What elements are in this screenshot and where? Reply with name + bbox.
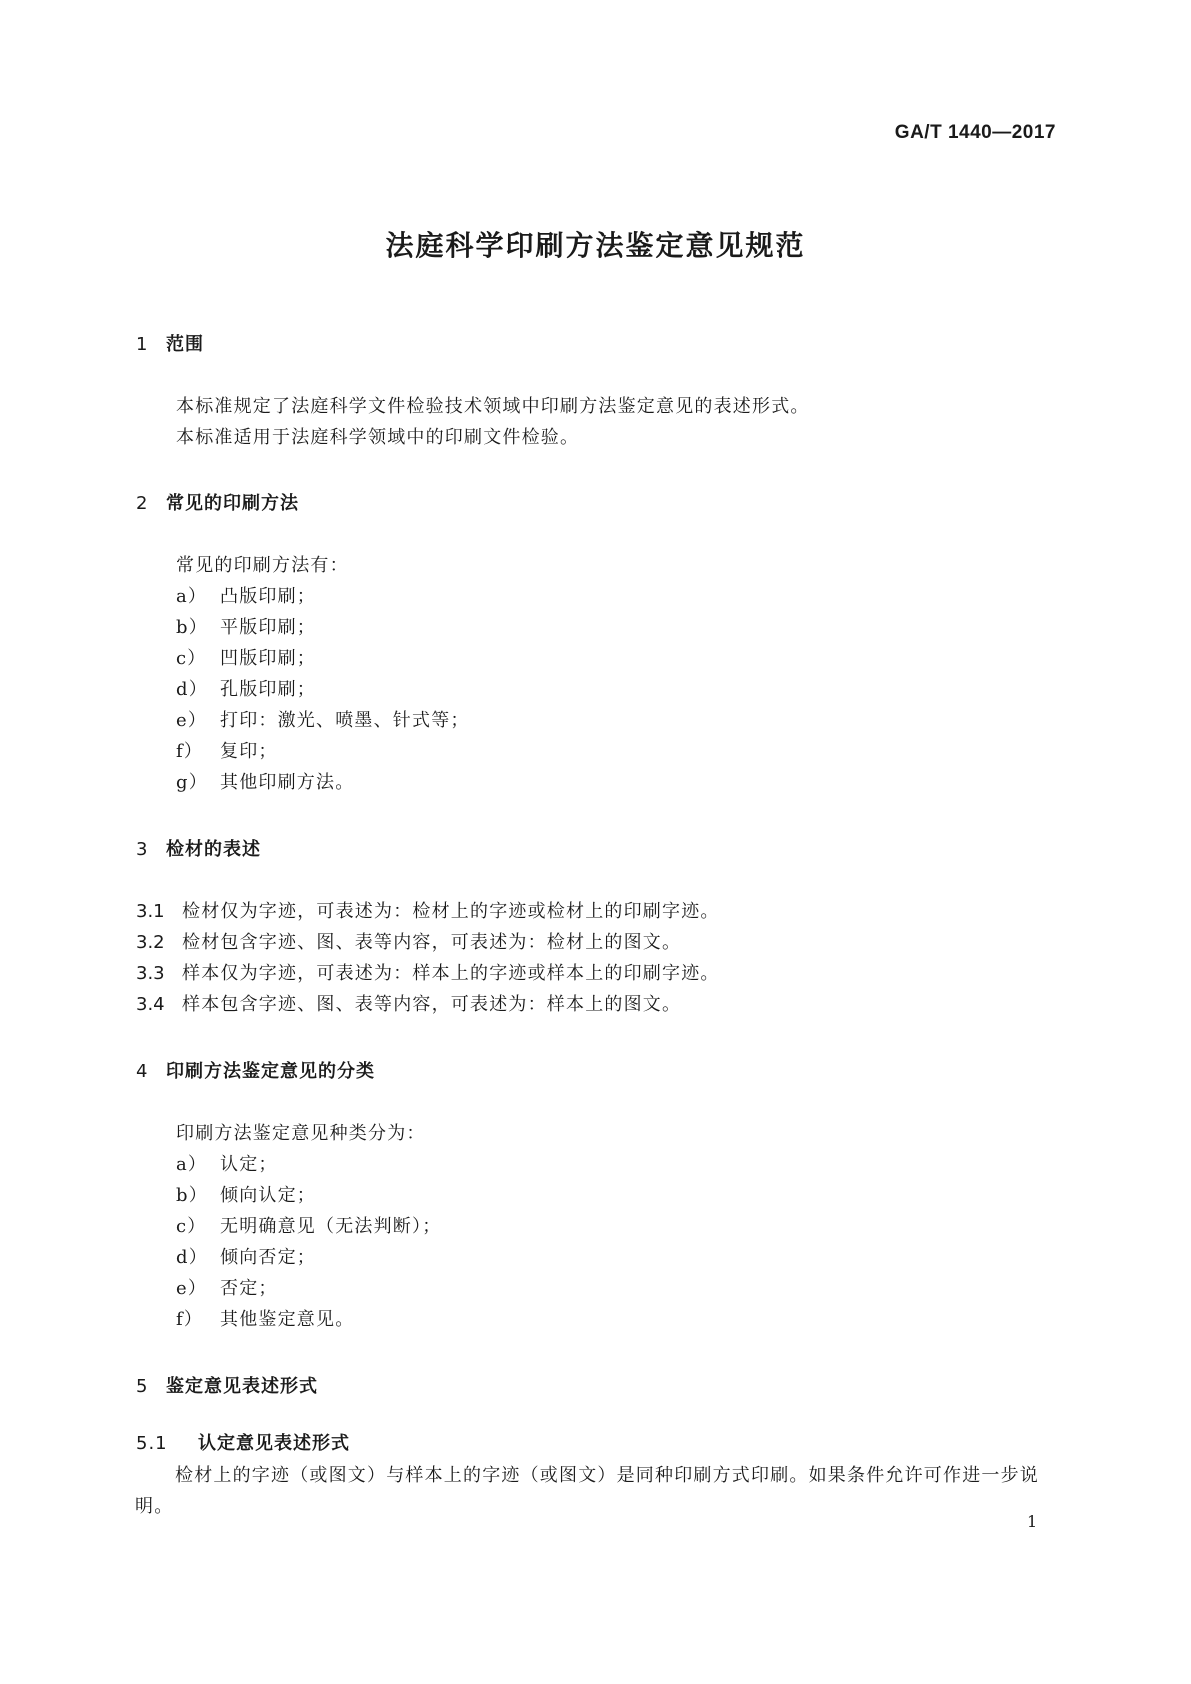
section-title: 检材的表述 (166, 839, 261, 860)
clause: 3.2 检材包含字迹、图、表等内容，可表述为：检材上的图文。 (136, 932, 682, 953)
list-item: d） 孔版印刷； (176, 679, 316, 700)
section-4-heading (136, 1057, 375, 1083)
list-item: e） 否定； (176, 1278, 278, 1299)
list-item: f） 其他鉴定意见。 (176, 1309, 355, 1330)
section-2-intro: 常见的印刷方法有： (176, 555, 349, 576)
section-4-intro: 印刷方法鉴定意见种类分为： (176, 1123, 426, 1144)
section-3-heading (136, 835, 261, 861)
list-item: a） 认定； (176, 1154, 278, 1175)
list-item: g） 其他印刷方法。 (176, 772, 355, 793)
section-number: 5 (136, 1376, 149, 1397)
subsection-number: 5.1 (136, 1433, 168, 1454)
document-title: 法庭科学印刷方法鉴定意见规范 (385, 229, 806, 262)
section-title: 常见的印刷方法 (166, 493, 299, 514)
section-number: 1 (136, 334, 149, 355)
subsection-5-1-paragraph: 检材上的字迹（或图文）与样本上的字迹（或图文）是同种印刷方式印刷。如果条件允许可作进一步说明。 (135, 1465, 1039, 1517)
subsection-title: 认定意见表述形式 (198, 1433, 350, 1454)
subsection-5-1-heading (136, 1429, 350, 1455)
clause: 3.3 样本仅为字迹，可表述为：样本上的字迹或样本上的印刷字迹。 (136, 963, 720, 984)
list-item: e） 打印：激光、喷墨、针式等； (176, 710, 470, 731)
section-1-paragraph-2: 本标准适用于法庭科学领域中的印刷文件检验。 (176, 427, 580, 448)
section-number: 3 (136, 839, 149, 860)
list-item: d） 倾向否定； (176, 1247, 316, 1268)
clause: 3.4 样本包含字迹、图、表等内容，可表述为：样本上的图文。 (136, 994, 682, 1015)
section-title: 印刷方法鉴定意见的分类 (166, 1061, 375, 1082)
section-number: 2 (136, 493, 149, 514)
section-5-heading (136, 1372, 318, 1398)
section-1-paragraph-1: 本标准规定了法庭科学文件检验技术领域中印刷方法鉴定意见的表述形式。 (176, 396, 810, 417)
list-item: c） 凹版印刷； (176, 648, 316, 669)
list-item: b） 平版印刷； (176, 617, 316, 638)
clause: 3.1 检材仅为字迹，可表述为：检材上的字迹或检材上的印刷字迹。 (136, 901, 720, 922)
standard-code: GA/T 1440—2017 (894, 122, 1056, 143)
list-item: a） 凸版印刷； (176, 586, 316, 607)
section-title: 鉴定意见表述形式 (166, 1376, 318, 1397)
section-title: 范围 (166, 334, 204, 355)
list-item: c） 无明确意见（无法判断）； (176, 1216, 442, 1237)
section-1-heading (136, 330, 204, 356)
page-number: 1 (1027, 1512, 1038, 1531)
section-number: 4 (136, 1061, 149, 1082)
list-item: b） 倾向认定； (176, 1185, 316, 1206)
list-item: f） 复印； (176, 741, 278, 762)
section-2-heading (136, 489, 299, 515)
